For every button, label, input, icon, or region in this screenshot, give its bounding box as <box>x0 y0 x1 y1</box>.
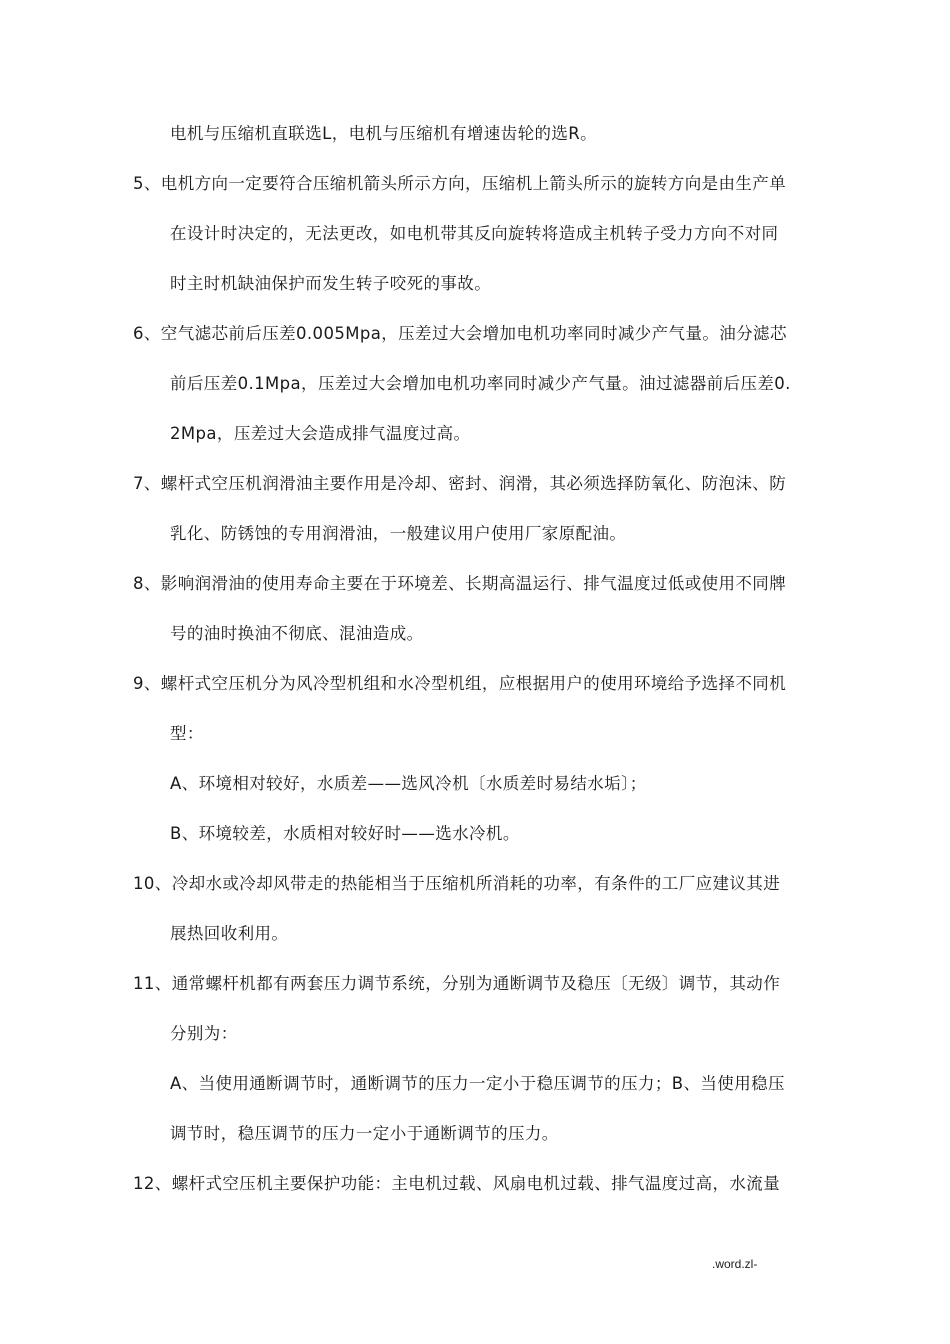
text-line-item-8: 8、影响润滑油的使用寿命主要在于环境差、长期高温运行、排气温度过低或使用不同牌 <box>133 574 787 593</box>
text-line: 乳化、防锈蚀的专用润滑油，一般建议用户使用厂家原配油。 <box>170 524 627 543</box>
text-line-item-11: 11、通常螺杆机都有两套压力调节系统，分别为通断调节及稳压〔无级〕调节，其动作 <box>133 974 781 993</box>
text-line: 2Mpa，压差过大会造成排气温度过高。 <box>170 424 471 443</box>
text-line-item-5: 5、电机方向一定要符合压缩机箭头所示方向，压缩机上箭头所示的旋转方向是由生产单 <box>133 174 787 193</box>
text-line-option-a: A、环境相对较好，水质差——选风冷机〔水质差时易结水垢〕； <box>170 774 647 793</box>
text-line-option-ab: A、当使用通断调节时，通断调节的压力一定小于稳压调节的压力；B、当使用稳压 <box>170 1074 785 1093</box>
text-line: 号的油时换油不彻底、混油造成。 <box>170 624 424 643</box>
text-line: 分别为： <box>170 1024 238 1043</box>
text-line: 调节时，稳压调节的压力一定小于通断调节的压力。 <box>170 1124 559 1143</box>
text-line-item-12: 12、螺杆式空压机主要保护功能：主电机过载、风扇电机过载、排气温度过高，水流量 <box>133 1174 781 1193</box>
text-line: 在设计时决定的，无法更改，如电机带其反向旋转将造成主机转子受力方向不对同 <box>170 224 779 243</box>
text-line: 展热回收利用。 <box>170 924 289 943</box>
text-line-continuation: 电机与压缩机直联选L，电机与压缩机有增速齿轮的选R。 <box>170 124 598 143</box>
text-line: 时主时机缺油保护而发生转子咬死的事故。 <box>170 274 492 293</box>
text-line: 型： <box>170 724 204 743</box>
text-line-item-6: 6、空气滤芯前后压差0.005Mpa，压差过大会增加电机功率同时减少产气量。油分滤芯 <box>133 324 787 343</box>
text-line-item-9: 9、螺杆式空压机分为风冷型机组和水冷型机组，应根据用户的使用环境给予选择不同机 <box>133 674 787 693</box>
text-line-item-7: 7、螺杆式空压机润滑油主要作用是冷却、密封、润滑，其必须选择防氧化、防泡沫、防 <box>133 474 787 493</box>
text-line-option-b: B、环境较差，水质相对较好时——选水冷机。 <box>170 824 520 843</box>
page-footer: .word.zl- <box>712 1257 758 1271</box>
text-line-item-10: 10、冷却水或冷却风带走的热能相当于压缩机所消耗的功率，有条件的工厂应建议其进 <box>133 874 781 893</box>
text-line: 前后压差0.1Mpa，压差过大会增加电机功率同时减少产气量。油过滤器前后压差0. <box>170 374 791 393</box>
